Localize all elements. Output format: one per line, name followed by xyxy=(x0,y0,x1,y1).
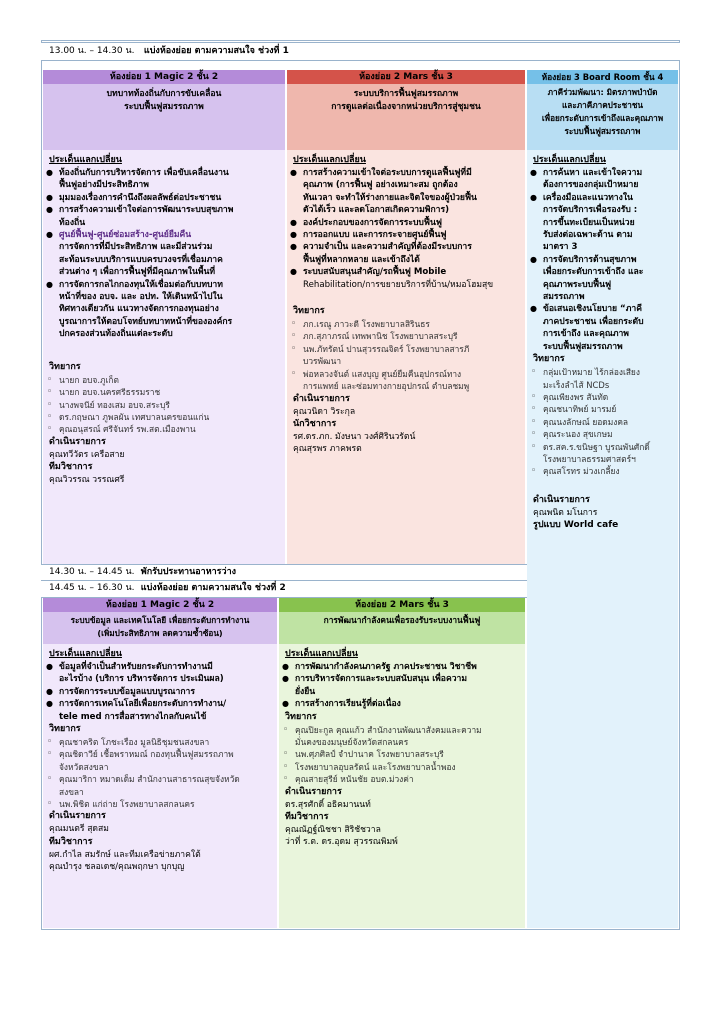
s2-room1-body xyxy=(43,644,277,928)
s2-room1-issues xyxy=(43,661,277,723)
session2-title: แบ่งห้องย่อย ตามความสนใจ ช่วงที่ 2 xyxy=(140,583,286,593)
s1-room2-academic: รศ.ดร.ภก. มังษนา วงศ์ศิรินวรัตน์ xyxy=(293,431,416,442)
session1-time: 13.00 น. – 14.30 น. xyxy=(49,46,135,56)
s1-room3-speakers xyxy=(527,366,678,478)
speaker-item: ◦ โรงพยาบาลอุบลรัตน์ และโรงพยาบาลน้ำพอง xyxy=(279,761,525,773)
s1-room3-topic-line: ภาคีร่วมพัฒนา: มิตรภาพบำบัด xyxy=(547,87,658,97)
s1-room1-speakers-label: วิทยากร xyxy=(49,361,81,372)
s2-room1-academic: คุณบำรุง ชลอเดช/คุณพฤกษา บุกบุญ xyxy=(49,862,185,873)
s1-room1-header xyxy=(43,70,285,84)
issue-item: ● การสร้างความเข้าใจต่อระบบการดูแลฟื้นฟูที่มี คุณภาพ (การฟื้นฟู อย่างเหมาะสม ถูกต้อง ทันเวลา จะทำให้ร่างกายและจิตใจของผู้ป่วยฟื้น ตัวได้เร็ว และลดโอกาสเกิดความพิการ) xyxy=(287,167,521,217)
speaker-item: ◦ ภก.เรณู ภาวะดี โรงพยาบาลสิรินธร xyxy=(287,318,525,330)
break-time: 14.30 น. – 14.45 น. xyxy=(49,567,135,577)
speaker-item: ◦ นายก อบจ.ภูเก็ต xyxy=(43,374,285,386)
s1-room3-topic-line: ระบบฟื้นฟูสมรรถภาพ xyxy=(564,126,641,136)
issue-item: ● มุมมองเรื่องการคำนึงถึงผลลัพธ์ต่อประชาชน xyxy=(43,192,279,204)
issue-item: ● ข้อเสนอเชิงนโยบาย “ภาคี ภาคประชาชน เพื่อยกระดับ การเข้าถึง และคุณภาพ ระบบฟื้นฟูสมรรถภาพ xyxy=(527,303,676,353)
s1-room3-topic-line: และภาคีภาคประชาชน xyxy=(562,100,643,110)
s2-room1-topic-line: (เพิ่มประสิทธิภาพ ลดความซ้ำซ้อน) xyxy=(97,628,223,638)
issue-item: ● การสร้างการเรียนรู้ที่ต่อเนื่อง xyxy=(279,698,521,710)
s2-room1-header-text: ห้องย่อย 1 Magic 2 ชั้น 2 xyxy=(105,600,215,610)
s1-room1-academic: คุณวิวรรณ วรรณศรี xyxy=(49,475,125,486)
s2-room1-academic: ผศ.กำไล สมรักษ์ และทีมเครือข่ายภาคใต้ xyxy=(49,849,201,860)
speaker-item: ◦ ดร.กฤษณา ภูพลผัน เทศบาลนครขอนแก่น xyxy=(43,411,285,423)
s1-room3-topic xyxy=(527,84,678,150)
s1-room3-format: รูปแบบ World cafe xyxy=(533,520,619,531)
s1-room3-moderator-label: ดำเนินรายการ xyxy=(533,494,590,505)
session2-time: 14.45 น. – 16.30 น. xyxy=(49,583,135,593)
speaker-item: ◦ คุณชาคริต โภชะเรือง มูลนิธิชุมชนสงขลา xyxy=(43,736,277,748)
issue-item: ● การพัฒนากำลังคนภาครัฐ ภาคประชาชน วิชาชีพ xyxy=(279,661,521,673)
s1-room3-moderator: คุณพนิต มโนการ xyxy=(533,507,598,518)
issue-item: ● การจัดการระบบข้อมูลแบบบูรณาการ xyxy=(43,686,273,698)
s1-room2-moderator: คุณวนิดา วิระกุล xyxy=(293,406,356,417)
s1-room2-header xyxy=(287,70,525,84)
speaker-item: ◦ นพ.ศุภศิลป์ จำปานาค โรงพยาบาลสระบุรี xyxy=(279,748,525,760)
s1-room1-issues-label: ประเด็นแลกเปลี่ยน xyxy=(49,155,122,165)
s1-room1-topic xyxy=(43,84,285,150)
s2-room2-topic-line: การพัฒนากำลังคนเพื่อรองรับระบบงานฟื้นฟู xyxy=(323,615,481,625)
s2-room2-issues-label: ประเด็นแลกเปลี่ยน xyxy=(285,649,358,659)
break-title: พักรับประทานอาหารว่าง xyxy=(140,567,237,577)
speaker-item: ◦ คุณสายสุรีย์ หนันชัย อบต.ม่วงค่า xyxy=(279,773,525,785)
s1-room1-body xyxy=(43,150,285,564)
speaker-item: ◦ คุณปิยะกูล คุณแก้ว สำนักงานพัฒนาสังคมและความ มั่นคงของมนุษย์จังหวัดสกลนคร xyxy=(279,724,525,749)
session1-time-bar xyxy=(41,42,680,61)
s1-room2-speakers-label: วิทยากร xyxy=(293,306,325,317)
s2-room1-issues-label: ประเด็นแลกเปลี่ยน xyxy=(49,649,122,659)
s2-room2-academic: คุณณัฏฐ์ณิชชา สิริชัชวาล xyxy=(285,825,381,836)
s1-room1-academic-label: ทีมวิชาการ xyxy=(49,462,93,473)
s1-room1-topic-line: ระบบฟื้นฟูสมรรถภาพ xyxy=(124,102,204,112)
s2-room1-topic xyxy=(43,612,277,644)
s2-room1-header xyxy=(43,598,277,612)
s1-room3-body xyxy=(527,150,678,928)
speaker-item: ◦ คุณมาริกา หมาดเด็ม สำนักงานสาธารณสุขจังหวัด สงขลา xyxy=(43,773,277,798)
s2-room2-body xyxy=(279,644,525,928)
s1-room2-header-text: ห้องย่อย 2 Mars ชั้น 3 xyxy=(359,72,453,82)
s2-room2-academic: ว่าที่ ร.ต. ดร.อุดม สุวรรณพิมพ์ xyxy=(285,837,398,848)
session1-title: แบ่งห้องย่อย ตามความสนใจ ช่วงที่ 1 xyxy=(143,46,289,56)
s1-room3-issues-label: ประเด็นแลกเปลี่ยน xyxy=(533,155,606,165)
s2-room2-moderator-label: ดำเนินรายการ xyxy=(285,786,342,797)
speaker-item: ◦ กลุ่มเป้าหมาย ไร้กล่องเสียง มะเร็งลำไส้ NCDs xyxy=(527,366,678,391)
s1-room1-moderator: คุณทวีวัตร เครือสาย xyxy=(49,449,125,460)
s1-room3-topic-line: เพื่อยกระดับการเข้าถึงและคุณภาพ xyxy=(541,113,664,123)
speaker-item: ◦ คุณเพียงพร สันทัด xyxy=(527,391,678,403)
s1-room3-issues xyxy=(527,167,678,353)
s1-room1-moderator-label: ดำเนินรายการ xyxy=(49,436,106,447)
issue-item: ● องค์ประกอบของการจัดการระบบฟื้นฟู xyxy=(287,217,521,229)
s1-room3-header-text: ห้องย่อย 3 Board Room ชั้น 4 xyxy=(541,72,664,82)
issue-item: ● ระบบสนับสนุนสำคัญ/รถฟื้นฟู Mobile Rehabilitation/การขยายบริการที่บ้าน/หมอโฮมสุข xyxy=(287,266,521,291)
s1-room2-issues xyxy=(287,167,525,291)
s2-room2-speakers xyxy=(279,724,525,786)
issue-item: ● การค้นหา และเข้าใจความ ต้องการของกลุ่มเป้าหมาย xyxy=(527,167,676,192)
issue-item: ● การออกแบบ และการกระจายศูนย์ฟื้นฟู xyxy=(287,229,521,241)
speaker-item: ◦ พ่อหลวงจันต์ แสงบุญ ศูนย์ยืมคืนอุปกรณ์ทาง การแพทย์ และซ่อมทางกายอุปกรณ์ ตำบลชมพู xyxy=(287,368,525,393)
speaker-item: ◦ นพ.ภัทรัตน์ ปานสุวรรณจิตร์ โรงพยาบาลสารภี บวรพัฒนา xyxy=(287,343,525,368)
s1-room2-topic-line: ระบบบริการฟื้นฟูสมรรถภาพ xyxy=(353,89,459,99)
speaker-item: ◦ คุณชนาทิพย์ มารมย์ xyxy=(527,403,678,415)
s1-room2-academic: คุณสุรพร ภาคพรต xyxy=(293,444,362,455)
issue-item: ● ศูนย์ฟื้นฟู-ศูนย์ซ่อมสร้าง-ศูนย์ยืมคืน การจัดการที่มีประสิทธิภาพ และมีส่วนร่วม สะท้อนระบบบริการแบบครบวงจรที่เชื่อมภาค ส่วนต่าง ๆ เพื่อการฟื้นฟูที่มีคุณภาพในพื้นที่ xyxy=(43,229,279,279)
s2-room1-academic-label: ทีมวิชาการ xyxy=(49,836,93,847)
issue-item: ● การจัดบริการด้านสุขภาพ เพื่อยกระดับการเข้าถึง และ คุณภาพระบบฟื้นฟู สมรรถภาพ xyxy=(527,254,676,304)
s2-room1-moderator-label: ดำเนินรายการ xyxy=(49,811,106,822)
s1-room3-speakers-label: วิทยากร xyxy=(533,354,565,365)
s2-room2-topic xyxy=(279,612,525,644)
s1-room2-topic xyxy=(287,84,525,150)
issue-item: ● การจัดการเทคโนโลยีเพื่อยกระดับการทำงาน/ tele med การสื่อสารทางไกลกับคนไข้ xyxy=(43,698,273,723)
s1-room2-topic-line: การดูแลต่อเนื่องจากหน่วยบริการสู่ชุมชน xyxy=(331,102,481,112)
speaker-item: ◦ นพ.พิชิต แก่ถ่าย โรงพยาบาลสกลนคร xyxy=(43,798,277,810)
s1-room2-body xyxy=(287,150,525,564)
speaker-item: ◦ นายก อบจ.นครศรีธรรมราช xyxy=(43,386,285,398)
s2-room1-speakers-label: วิทยากร xyxy=(49,724,81,735)
s2-room1-speakers xyxy=(43,736,277,810)
s1-room1-issues xyxy=(43,167,285,341)
break-time-bar xyxy=(41,564,527,581)
speaker-item: ◦ คุณสโรทร ม่วงเกลี้ยง xyxy=(527,465,678,477)
issue-item: ● การสร้างความเข้าใจต่อการพัฒนาระบบสุขภาพ ท้องถิ่น xyxy=(43,204,279,229)
speaker-item: ◦ ภก.สุภาภรณ์ เทพพานิช โรงพยาบาลสระบุรี xyxy=(287,330,525,342)
s1-room2-academic-label: นักวิชาการ xyxy=(293,418,337,429)
s1-room1-speakers xyxy=(43,374,285,436)
issue-item: ● การจัดการกลไกกองทุนให้เชื่อมต่อกับบทบาท หน้าที่ของ อบจ. และ อปท. ให้เดินหน้าไปใน ทิศทางเดียวกัน แนวทางจัดการกองทุนอย่าง บูรณาการให้ตอบโจทย์บทบาทหน้าที่ขององค์กร ปกครองส่วนท้องถิ่นแต่ละระดับ xyxy=(43,279,279,341)
s2-room2-issues xyxy=(279,661,525,711)
issue-item: ● การบริหารจัดการและระบบสนับสนุน เพื่อความ ยั่งยืน xyxy=(279,673,521,698)
speaker-item: ◦ คุณระนอง สุขเกษม xyxy=(527,428,678,440)
s1-room1-topic-line: บทบาทท้องถิ่นกับการขับเคลื่อน xyxy=(106,89,222,99)
speaker-item: ◦ คุณอนุสรณ์ ศรีจันทร์ รพ.สต.เมืองพาน xyxy=(43,423,285,435)
issue-item: ● ความจำเป็น และความสำคัญที่ต้องมีระบบการ ฟื้นฟูที่หลากหลาย และเข้าถึงได้ xyxy=(287,241,521,266)
speaker-item: ◦ นางพจนีย์ ทองเสม อบจ.สระบุรี xyxy=(43,399,285,411)
s1-room2-moderator-label: ดำเนินรายการ xyxy=(293,393,350,404)
s1-room2-issues-label: ประเด็นแลกเปลี่ยน xyxy=(293,155,366,165)
speaker-item: ◦ คุณชิดาวีย์ เชื้อพราหมณ์ กองทุนฟื้นฟูสมรรถภาพ จังหวัดสงขลา xyxy=(43,748,277,773)
speaker-item: ◦ ดร.สค.ร.ขนิษฐา บูรณพันศักดิ์ โรงพยาบาลธรรมศาสตร์ฯ xyxy=(527,441,678,466)
s2-room2-header-text: ห้องย่อย 2 Mars ชั้น 3 xyxy=(355,600,449,610)
s1-room2-speakers xyxy=(287,318,525,392)
s2-room2-academic-label: ทีมวิชาการ xyxy=(285,812,329,823)
s2-room1-topic-line: ระบบข้อมูล และเทคโนโลยี เพื่อยกระดับการทำงาน xyxy=(70,615,250,625)
s1-room1-header-text: ห้องย่อย 1 Magic 2 ชั้น 2 xyxy=(109,72,219,82)
issue-item: ● ท้องถิ่นกับการบริหารจัดการ เพื่อขับเคลื่อนงาน ฟื้นฟูอย่างมีประสิทธิภาพ xyxy=(43,167,279,192)
issue-item: ● เครื่องมือและแนวทางใน การจัดบริการเพื่อรองรับ : การขึ้นทะเบียนเป็นหน่วย รับส่งต่อเฉพาะด้าน ตาม มาตรา 3 xyxy=(527,192,676,254)
s2-room2-speakers-label: วิทยากร xyxy=(285,711,317,722)
s2-room2-moderator: ดร.สุรศักดิ์ อธิคมานนท์ xyxy=(285,799,371,810)
s2-room1-moderator: คุณมนตรี สุดสม xyxy=(49,824,109,835)
speaker-item: ◦ คุณนงลักษณ์ ยอดมงคล xyxy=(527,416,678,428)
s1-room3-header xyxy=(527,70,678,84)
issue-item: ● ข้อมูลที่จำเป็นสำหรับยกระดับการทำงานมี อะไรบ้าง (บริการ บริหารจัดการ ประเมินผล) xyxy=(43,661,273,686)
s2-room2-header xyxy=(279,598,525,612)
session2-time-bar xyxy=(41,581,527,598)
